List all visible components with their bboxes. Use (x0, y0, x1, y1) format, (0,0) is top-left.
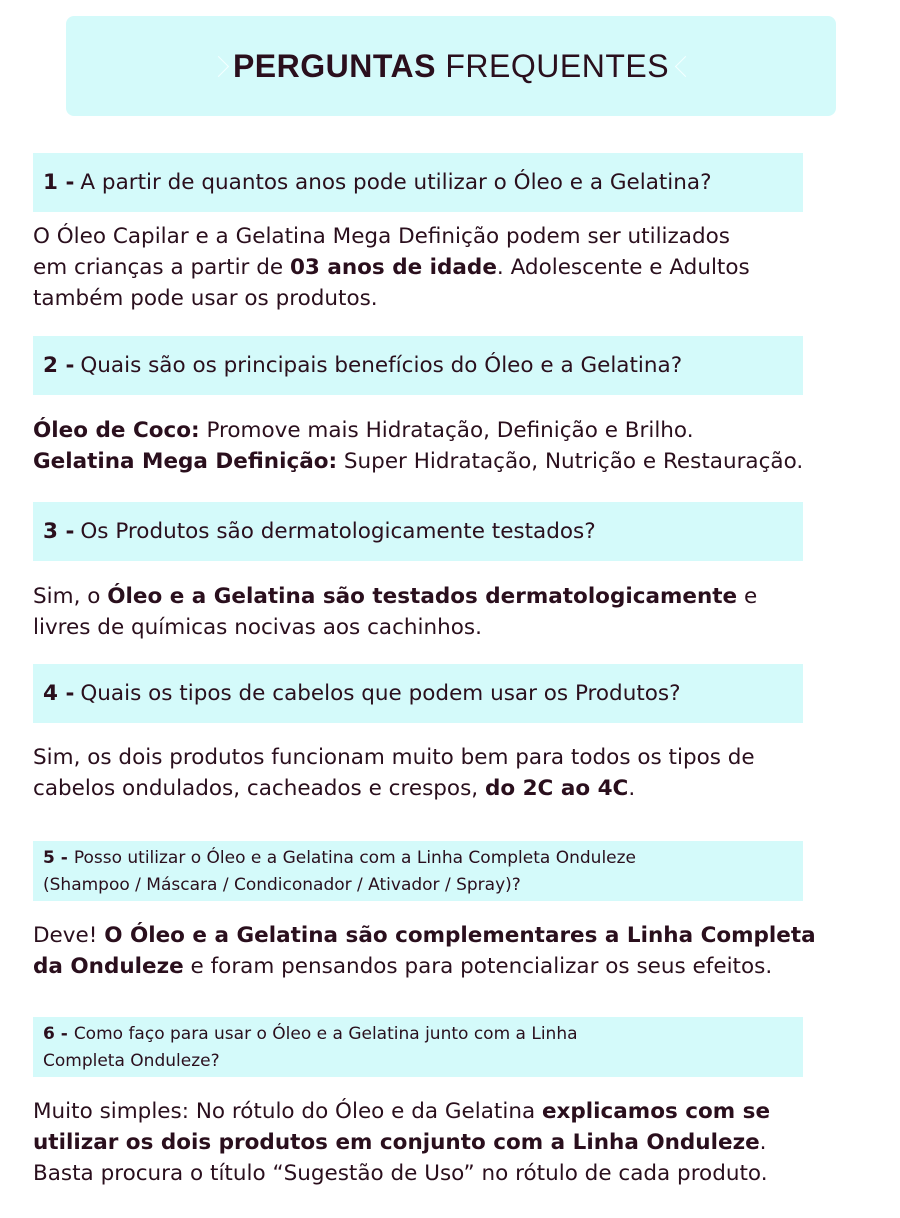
faq-question-1 (33, 153, 803, 212)
faq-header-banner (66, 16, 836, 116)
faq-answer-4 (33, 742, 883, 804)
answer-line (33, 773, 883, 804)
question-number: 3 - (43, 519, 75, 544)
page-title-bold: PERGUNTAS (232, 47, 436, 84)
question-number: 2 - (43, 353, 75, 378)
answer-text: em crianças a partir de (33, 255, 290, 280)
faq-answer-5 (33, 920, 883, 982)
faq-answer-2 (33, 415, 883, 477)
answer-text: . Adolescente e Adultos (496, 255, 750, 280)
answer-highlight: utilizar os dois produtos em conjunto com a Linha Onduleze (33, 1130, 760, 1155)
answer-highlight: Óleo de Coco: (33, 418, 200, 443)
question-text: Posso utilizar o Óleo e a Gelatina com a Linha Completa Onduleze (73, 848, 637, 868)
answer-line (33, 1127, 883, 1158)
question-number: 1 - (43, 170, 75, 195)
answer-text: Sim, o (33, 584, 108, 609)
question-number: 4 - (43, 681, 75, 706)
answer-line: também pode usar os produtos. (33, 286, 378, 311)
question-number: 6 - (43, 1024, 68, 1044)
answer-line (33, 920, 883, 951)
question-number: 5 - (43, 848, 68, 868)
answer-text: e foram pensandos para potencializar os seus efeitos. (183, 954, 773, 979)
right-chevron-ornament-icon (675, 56, 696, 77)
answer-line (33, 252, 883, 283)
faq-question-3 (33, 502, 803, 561)
answer-line: livres de químicas nocivas aos cachinhos. (33, 615, 482, 640)
answer-text: . (628, 776, 636, 801)
answer-highlight: 03 anos de idade (289, 255, 497, 280)
question-line: (Shampoo / Máscara / Condiconador / Ativador / Spray)? (43, 875, 521, 895)
answer-highlight: da Onduleze (33, 954, 184, 979)
faq-question-5 (33, 841, 803, 901)
question-text: Quais os tipos de cabelos que podem usar os Produtos? (80, 681, 681, 706)
faq-answer-6 (33, 1096, 883, 1189)
answer-line: Basta procura o título “Sugestão de Uso” no rótulo de cada produto. (33, 1161, 768, 1186)
answer-text: Deve! (33, 923, 105, 948)
answer-line (33, 581, 883, 612)
question-text: Os Produtos são dermatologicamente testados? (80, 519, 596, 544)
answer-line (33, 951, 883, 982)
faq-question-4 (33, 664, 803, 723)
question-block (43, 1021, 578, 1075)
question-text: Como faço para usar o Óleo e a Gelatina junto com a Linha (73, 1024, 578, 1044)
answer-text: Promove mais Hidratação, Definição e Brilho. (199, 418, 694, 443)
page-title (233, 48, 669, 85)
answer-line (33, 415, 883, 446)
question-text: A partir de quantos anos pode utilizar o Óleo e a Gelatina? (80, 170, 712, 195)
question-line (43, 1021, 578, 1048)
answer-highlight: Gelatina Mega Definição: (33, 449, 338, 474)
faq-answer-1 (33, 221, 883, 314)
question-line (43, 845, 636, 872)
answer-highlight: Óleo e a Gelatina são testados dermatologicamente (107, 584, 738, 609)
answer-line: Sim, os dois produtos funcionam muito bem para todos os tipos de (33, 745, 755, 770)
faq-question-6 (33, 1017, 803, 1077)
page-title-rest: FREQUENTES (445, 47, 670, 84)
question-line: Completa Onduleze? (43, 1051, 220, 1071)
answer-line: O Óleo Capilar e a Gelatina Mega Definição podem ser utilizados (33, 224, 730, 249)
faq-question-2 (33, 336, 803, 395)
answer-line (33, 446, 883, 477)
question-block (43, 845, 636, 899)
answer-text: e (737, 584, 758, 609)
answer-line (33, 1096, 883, 1127)
answer-text: Muito simples: No rótulo do Óleo e da Gelatina (33, 1099, 542, 1124)
answer-highlight: do 2C ao 4C (484, 776, 629, 801)
answer-text: Super Hidratação, Nutrição e Restauração. (337, 449, 804, 474)
answer-text: . (759, 1130, 767, 1155)
question-text: Quais são os principais benefícios do Óleo e a Gelatina? (80, 353, 683, 378)
answer-text: cabelos ondulados, cacheados e crespos, (33, 776, 485, 801)
answer-highlight: explicamos com se (541, 1099, 771, 1124)
faq-answer-3 (33, 581, 883, 643)
left-chevron-ornament-icon (208, 56, 229, 77)
answer-highlight: O Óleo e a Gelatina são complementares a Linha Completa (104, 923, 816, 948)
